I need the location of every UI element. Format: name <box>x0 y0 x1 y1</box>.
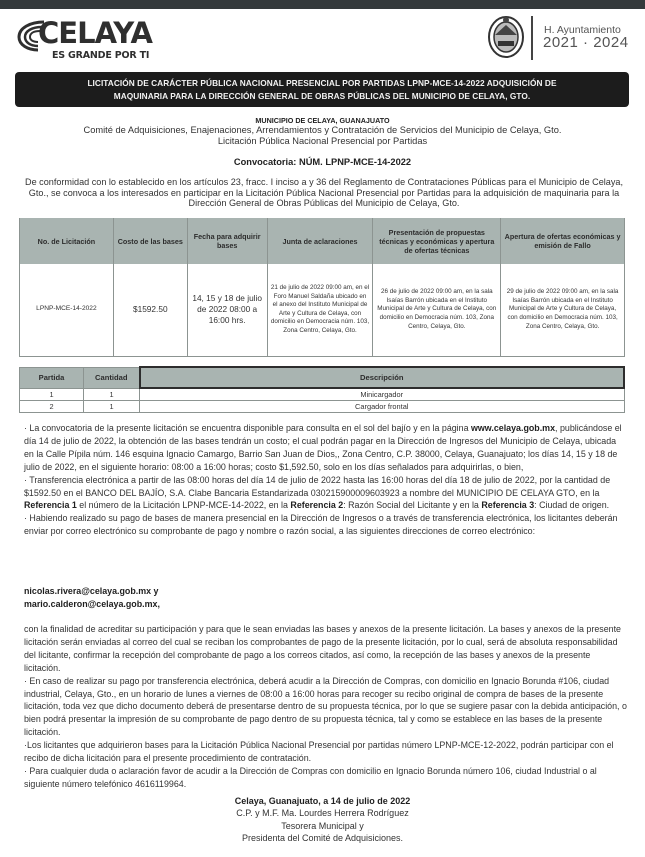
cell-apertura: 29 de julio de 2022 09:00 am, en la sala Isaías Barrón ubicada en el Instituto Municipal de Arte y Cultura de Celaya, con domicilio en Democracia núm. 103, Zona Centro, Celaya, Gto. <box>501 264 625 356</box>
celaya-logo <box>16 16 166 66</box>
cell-partida: 2 <box>20 401 84 413</box>
table-row <box>20 401 625 413</box>
licitacion-type: Licitación Pública Nacional Presencial por Partidas <box>217 136 428 146</box>
table-row <box>20 388 625 401</box>
bullet-convocatoria <box>24 422 628 474</box>
additional-info <box>24 623 628 791</box>
intro-paragraph: De conformidad con lo establecido en los artículos 23, fracc. I inciso a y 36 del Reglamento de Contrataciones Públicas para el Municipio de Celaya, Gto., se convoca a los interesados en participar en la Licitación Pública Nacional Presencial por Partidas para la adquisición de maquinaria para la Dirección General de Obras Públicas del Municipio de Celaya, Gto. <box>25 177 623 208</box>
header-apertura-ofertas: Apertura de ofertas económicas y emisión de Fallo <box>501 218 625 264</box>
comite-heading <box>0 125 645 147</box>
header-divider <box>531 16 533 60</box>
header-costo-bases: Costo de las bases <box>113 218 187 264</box>
referencia-3: Referencia 3 <box>481 500 535 511</box>
email-nicolas[interactable]: nicolas.rivera@celaya.gob.mx y <box>24 586 159 596</box>
header-junta-aclaraciones: Junta de aclaraciones <box>267 218 373 264</box>
cell-fecha: 14, 15 y 18 de julio de 2022 08:00 a 16:00 hrs. <box>187 264 267 356</box>
header-fecha-bases: Fecha para adquirir bases <box>187 218 267 264</box>
ayuntamiento-label: H. Ayuntamiento <box>544 24 621 36</box>
text: : Ciudad de origen. <box>534 500 610 511</box>
partidas-table <box>19 366 625 413</box>
signer-name: C.P. y M.F. Ma. Lourdes Herrera Rodríguez <box>236 808 409 819</box>
finalidad-paragraph: con la finalidad de acreditar su participación y para que le sean enviadas las bases y anexos de la presente licitación. La bases y anexos de la presente licitación serán enviadas al correo del cual se reciban los comprobantes de pago de la presente licitación, por lo cual, será de absoluta responsabilidad del licitante, confirmar la recepción del comprobante de pago a los correos citados, así como, la recepción de las bases y anexos de la presente licitación. <box>24 624 621 673</box>
signer-role-1: Tesorera Municipal y <box>281 820 364 831</box>
header-partida: Partida <box>20 367 84 388</box>
table-header-row <box>20 367 625 388</box>
bullet-envio-comprobante: · Habiendo realizado su pago de bases de manera presencial en la Dirección de Ingresos o a través de transferencia electrónica, los licitantes deberán enviar por correo electrónico su comprobante de pago y nombre o razón social, a las siguientes direcciones de correo electrónico: <box>24 513 618 537</box>
text: · Transferencia electrónica a partir de las 08:00 horas del día 14 de julio de 2022 hasta las 16:00 horas del día 18 de julio de 2022, por la cantidad de $1592.50 en el BANCO DEL BAJÍO, S.A. Clabe Bancaria Estandarizada 030215900009603923 a nombre del MUNICIPIO DE CELAYA GTO, en la <box>24 474 611 498</box>
cell-cantidad: 1 <box>84 388 140 401</box>
bullet-recibo-original: · En caso de realizar su pago por transferencia electrónica, deberá acudir a la Dirección de Compras, con domicilio en Ignacio Borunda #106, ciudad industrial, Celaya, Gto., en un horario de lunes a viernes de 08:00 a 16:00 horas para recoger su recibo original de compra de bases de la presente licitación, toda vez que dicho documento deberá de presentarse dentro de su propuesta técnica, por lo que se sugiere pasar con la debida anticipación, o bien podrá presentar la impresión de su comprobante de pago dentro de su propuesta técnica, tal y como se establece en las bases de la presente licitación. <box>24 675 627 738</box>
text: , publicándose el día 14 de julio de 2022, la obtención de las bases tendrán un costo; el cual podrán pagar en la Dirección de Ingresos del Municipio de Celaya, ubicada en la Calle Pípila núm. 146 esquina Ignacio Camargo, Barrio San Juan de Dios,, Zona Centro, C.P. 38000, Celaya, Guanajuato; los días 14, 15 y 18 de julio de 2022, en el siguiente horario: 08:00 a 16:00 horas; costo $1,592.50, solo en los días señalados para adquirirlas, o bien, <box>24 423 622 472</box>
website-link[interactable]: www.celaya.gob.mx <box>471 423 556 433</box>
comite-name: Comité de Adquisiciones, Enajenaciones, Arrendamientos y Contratación de Servicios del Municipio de Celaya, Gto. <box>83 125 562 135</box>
banner-line-1: LICITACIÓN DE CARÁCTER PÚBLICA NACIONAL PRESENCIAL POR PARTIDAS LPNP-MCE-14-2022 ADQUISICIÓN DE <box>87 78 557 88</box>
table-row <box>20 264 625 356</box>
signer-role-2: Presidenta del Comité de Adquisiciones. <box>241 833 404 844</box>
cell-no-licitacion: LPNP-MCE-14-2022 <box>20 264 114 356</box>
bullet-licitantes-previos: ·Los licitantes que adquirieron bases para la Licitación Pública Nacional Presencial por partidas número LPNP-MCE-12-2022, podrán participar con el recibo de dicha licitación para el presente procedimiento de contratación. <box>24 740 614 764</box>
place-date: Celaya, Guanajuato, a 14 de julio de 2022 <box>234 796 411 806</box>
email-list <box>24 585 160 611</box>
referencia-1: Referencia 1 <box>24 500 77 511</box>
text: · La convocatoria de la presente licitación se encuentra disponible para consulta en el sol del bajío y en la página <box>24 423 471 433</box>
cell-cantidad: 1 <box>84 401 140 413</box>
email-mario[interactable]: mario.calderon@celaya.gob.mx, <box>24 598 160 609</box>
title-banner <box>15 72 629 107</box>
cell-partida: 1 <box>20 388 84 401</box>
header-no-licitacion: No. de Licitación <box>20 218 114 264</box>
referencia-2: Referencia 2 <box>290 500 344 511</box>
bases-info <box>24 422 628 538</box>
cell-descripcion: Minicargador <box>140 388 625 401</box>
cell-junta: 21 de julio de 2022 09:00 am, en el Foro Manuel Saldaña ubicado en el anexo del Instituto Municipal de Arte y Cultura de Celaya, con domicilio en Democracia núm. 103, Zona Centro, Celaya, Gto. <box>267 264 373 356</box>
logo-wordmark: CELAYA <box>38 16 152 50</box>
header-cantidad: Cantidad <box>84 367 140 388</box>
ayuntamiento-years: 2021 · 2024 <box>543 34 629 51</box>
table-header-row <box>20 218 625 264</box>
header-descripcion: Descripción <box>140 367 625 388</box>
logo-tagline: ES GRANDE POR TI <box>52 50 150 61</box>
coat-of-arms-icon <box>487 15 525 59</box>
text: : Razón Social del Licitante y en la <box>343 500 482 511</box>
header-presentacion-propuestas: Presentación de propuestas técnicas y económicas y apertura de ofertas técnicas <box>373 218 501 264</box>
banner-line-2: MAQUINARIA PARA LA DIRECCIÓN GENERAL DE OBRAS PÚBLICAS DEL MUNICIPIO DE CELAYA, GTO. <box>113 91 531 101</box>
licitacion-table <box>19 218 625 357</box>
cell-presentacion: 26 de julio de 2022 09:00 am, en la sala Isaías Barrón ubicada en el Instituto Municipal de Arte y Cultura de Celaya, con domicilio en Democracia núm. 103, Zona Centro, Celaya, Gto. <box>373 264 501 356</box>
top-bar <box>0 0 645 9</box>
cell-costo: $1592.50 <box>113 264 187 356</box>
bullet-transferencia <box>24 474 628 513</box>
text: el número de la Licitación LPNP-MCE-14-2022, en la <box>76 500 291 511</box>
municipio-heading: MUNICIPIO DE CELAYA, GUANAJUATO <box>255 116 390 125</box>
bullet-contacto: · Para cualquier duda o aclaración favor de acudir a la Dirección de Compras con domicilio en Ignacio Borunda número 106, ciudad Industrial o al siguiente número telefónico 4616119964. <box>24 765 597 789</box>
convocatoria-number: Convocatoria: NÚM. LPNP-MCE-14-2022 <box>233 157 412 167</box>
cell-descripcion: Cargador frontal <box>140 401 625 413</box>
signature-block <box>0 795 645 845</box>
